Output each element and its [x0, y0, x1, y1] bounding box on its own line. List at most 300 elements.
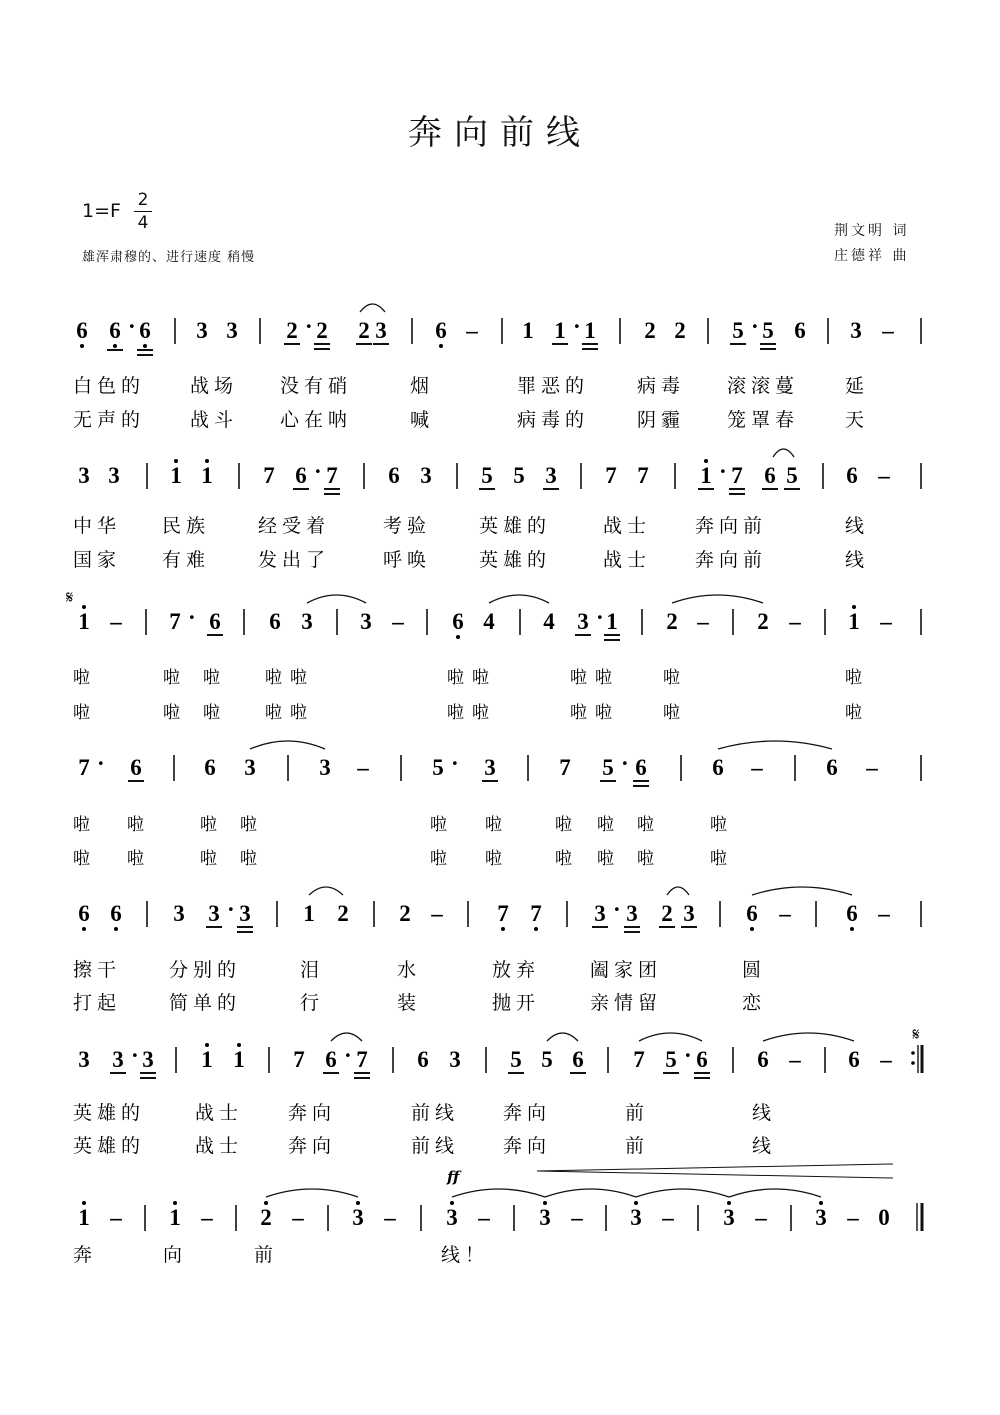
note: 3 — [108, 463, 120, 488]
note: 7 — [633, 1047, 645, 1072]
note: 5 — [510, 1047, 522, 1072]
lyric-verse2: 国家 — [73, 549, 122, 571]
note: 7 — [559, 755, 571, 780]
note: 6 — [325, 1047, 337, 1072]
lyric-verse1: 分别的 — [169, 959, 242, 981]
segno-sign: 𝄋 — [912, 1025, 920, 1045]
augmentation-dot: · — [97, 751, 105, 776]
lyric-verse2: 装 — [397, 992, 422, 1014]
lyric-verse1: 民族 — [162, 515, 211, 537]
slur — [773, 449, 794, 457]
dash: – — [201, 1205, 213, 1230]
lyric-verse1: 泪 — [300, 959, 325, 981]
slur — [360, 304, 385, 312]
dash: – — [866, 755, 878, 780]
dash: – — [878, 463, 890, 488]
lyric-verse1: 滚滚蔓 — [727, 375, 800, 397]
note: 6 — [572, 1047, 584, 1072]
dash: – — [878, 901, 890, 926]
lyric-verse1: 奔向前 — [695, 515, 768, 537]
lyric-verse2: 啦 — [73, 703, 98, 723]
note: 6 — [130, 755, 142, 780]
lyric-verse2: 啦 — [203, 703, 228, 723]
note: 3 — [577, 609, 589, 634]
note: 1 — [78, 609, 90, 634]
lyric-verse1: 啦 — [845, 668, 870, 688]
note: 6 — [110, 901, 122, 926]
note: 6 — [848, 1047, 860, 1072]
note: 3 — [683, 901, 695, 926]
lyric-verse2: 打起 — [73, 992, 122, 1014]
lyric-verse2: 发出了 — [258, 549, 331, 571]
lyric-verse2: 啦 — [200, 849, 225, 869]
note: 3 — [244, 755, 256, 780]
low-octave-dot — [750, 927, 754, 931]
note: 1 — [522, 318, 534, 343]
crescendo-line — [537, 1171, 893, 1178]
note: 6 — [757, 1047, 769, 1072]
note: 7 — [637, 463, 649, 488]
note: 6 — [139, 318, 151, 343]
note: 6 — [696, 1047, 708, 1072]
lyric-verse1: 战士 — [195, 1102, 244, 1124]
note: 5 — [513, 463, 525, 488]
note: 7 — [731, 463, 743, 488]
note: 3 — [196, 318, 208, 343]
high-octave-dot — [237, 1043, 241, 1047]
augmentation-dot: · — [613, 897, 621, 922]
note: 1 — [303, 901, 315, 926]
dash: – — [662, 1205, 674, 1230]
note: 6 — [746, 901, 758, 926]
note: 7 — [78, 755, 90, 780]
key-signature: 1=F — [82, 200, 121, 222]
lyric-verse2: 战士 — [603, 549, 652, 571]
note: 3 — [446, 1205, 458, 1230]
note: 3 — [850, 318, 862, 343]
note: 5 — [481, 463, 493, 488]
lyric-verse1: 啦 — [555, 815, 580, 835]
augmentation-dot: · — [621, 751, 629, 776]
note: 2 — [316, 318, 328, 343]
slur — [309, 887, 343, 895]
lyric-verse2: 英雄的 — [479, 549, 552, 571]
note: 0 — [878, 1205, 890, 1230]
lyric-verse2: 战士 — [195, 1135, 244, 1157]
lyric-verse1: 考验 — [383, 515, 432, 537]
lyric-final: 线！ — [441, 1244, 490, 1266]
fortissimo-mark: ff — [447, 1168, 460, 1186]
note: 7 — [605, 463, 617, 488]
note: 7 — [356, 1047, 368, 1072]
note: 4 — [543, 609, 555, 634]
dash: – — [571, 1205, 583, 1230]
note: 3 — [173, 901, 185, 926]
note: 3 — [239, 901, 251, 926]
note: 7 — [293, 1047, 305, 1072]
dash: – — [110, 1205, 122, 1230]
lyric-verse1: 啦 — [485, 815, 510, 835]
lyric-verse2: 线 — [845, 549, 870, 571]
slur — [667, 887, 689, 895]
note: 6 — [388, 463, 400, 488]
lyric-verse1: 病毒 — [637, 375, 686, 397]
lyric-verse1: 啦 — [127, 815, 152, 835]
lyric-final: 前 — [254, 1244, 279, 1266]
note: 6 — [435, 318, 447, 343]
lyric-verse1: 没有硝 — [280, 375, 353, 397]
note: 5 — [602, 755, 614, 780]
lyric-verse1: 战士 — [603, 515, 652, 537]
note: 6 — [295, 463, 307, 488]
note: 2 — [260, 1205, 272, 1230]
note: 3 — [539, 1205, 551, 1230]
composer-credit: 庄德祥 曲 — [834, 248, 910, 264]
dash: – — [357, 755, 369, 780]
lyric-verse2: 奔向 — [503, 1135, 552, 1157]
dash: – — [431, 901, 443, 926]
lyric-verse1: 延 — [845, 375, 870, 397]
slur — [489, 595, 549, 603]
note: 3 — [449, 1047, 461, 1072]
low-octave-dot — [80, 344, 84, 348]
note: 1 — [201, 1047, 213, 1072]
lyric-verse2: 有难 — [162, 549, 211, 571]
high-octave-dot — [543, 1201, 547, 1205]
augmentation-dot: · — [573, 314, 581, 339]
lyric-verse2: 行 — [300, 992, 325, 1014]
augmentation-dot: · — [684, 1043, 692, 1068]
lyric-verse1: 啦 — [597, 815, 622, 835]
note: 3 — [375, 318, 387, 343]
lyric-verse1: 啦 — [73, 815, 98, 835]
note: 6 — [764, 463, 776, 488]
lyric-verse1: 线 — [752, 1102, 777, 1124]
high-octave-dot — [174, 459, 178, 463]
lyric-verse1: 啦 — [430, 815, 455, 835]
lyric-verse2: 啦啦 — [265, 703, 315, 723]
note: 2 — [661, 901, 673, 926]
note: 3 — [78, 463, 90, 488]
lyric-verse2: 啦 — [597, 849, 622, 869]
note: 5 — [665, 1047, 677, 1072]
lyric-verse2: 奔向 — [288, 1135, 337, 1157]
segno-sign: 𝄋 — [66, 588, 74, 608]
low-octave-dot — [143, 344, 147, 348]
augmentation-dot: · — [451, 751, 459, 776]
note: 1 — [233, 1047, 245, 1072]
lyric-verse2: 啦 — [163, 703, 188, 723]
lyric-verse2: 啦 — [430, 849, 455, 869]
lyric-verse2: 啦 — [637, 849, 662, 869]
lyric-verse2: 奔向前 — [695, 549, 768, 571]
slur — [307, 595, 366, 603]
note: 3 — [723, 1205, 735, 1230]
lyricist-credit: 荆文明 词 — [834, 223, 910, 239]
note: 2 — [757, 609, 769, 634]
dash: – — [880, 1047, 892, 1072]
note: 6 — [846, 901, 858, 926]
note: 3 — [594, 901, 606, 926]
note: 1 — [584, 318, 596, 343]
high-octave-dot — [704, 459, 708, 463]
lyric-verse2: 恋 — [742, 992, 767, 1014]
lyric-verse1: 啦 — [200, 815, 225, 835]
lyric-verse2: 喊 — [410, 409, 435, 431]
lyric-verse2: 抛开 — [492, 992, 541, 1014]
note: 1 — [848, 609, 860, 634]
augmentation-dot: · — [596, 605, 604, 630]
note: 2 — [399, 901, 411, 926]
lyric-verse1: 奔向 — [503, 1102, 552, 1124]
note: 3 — [626, 901, 638, 926]
lyric-verse1: 前线 — [411, 1102, 460, 1124]
note: 6 — [269, 609, 281, 634]
low-octave-dot — [534, 927, 538, 931]
note: 3 — [630, 1205, 642, 1230]
dash: – — [789, 609, 801, 634]
note: 5 — [432, 755, 444, 780]
augmentation-dot: · — [128, 314, 136, 339]
note: 3 — [226, 318, 238, 343]
dash: – — [697, 609, 709, 634]
dash: – — [751, 755, 763, 780]
note: 6 — [826, 755, 838, 780]
note: 1 — [78, 1205, 90, 1230]
lyric-verse2: 笼罩春 — [727, 409, 800, 431]
lyric-final: 向 — [163, 1244, 188, 1266]
meter-top: 2 — [137, 190, 149, 210]
slur — [266, 1189, 358, 1197]
augmentation-dot: · — [344, 1043, 352, 1068]
lyric-verse2: 啦 — [845, 703, 870, 723]
high-octave-dot — [634, 1201, 638, 1205]
note: 1 — [554, 318, 566, 343]
note: 7 — [326, 463, 338, 488]
lyric-verse1: 烟 — [410, 375, 435, 397]
note: 6 — [712, 755, 724, 780]
high-octave-dot — [727, 1201, 731, 1205]
augmentation-dot: · — [305, 314, 313, 339]
lyric-verse2: 啦 — [485, 849, 510, 869]
lyric-verse1: 中华 — [73, 515, 122, 537]
note: 6 — [846, 463, 858, 488]
high-octave-dot — [82, 605, 86, 609]
note: 3 — [815, 1205, 827, 1230]
note: 2 — [286, 318, 298, 343]
lyric-verse2: 啦 — [663, 703, 688, 723]
note: 6 — [452, 609, 464, 634]
lyric-verse1: 经受着 — [258, 515, 331, 537]
lyric-verse2: 啦啦 — [447, 703, 497, 723]
note: 6 — [635, 755, 647, 780]
lyric-verse1: 战场 — [190, 375, 239, 397]
lyric-verse2: 啦 — [73, 849, 98, 869]
augmentation-dot: · — [188, 605, 196, 630]
note: 6 — [78, 901, 90, 926]
lyric-verse1: 圆 — [742, 959, 767, 981]
lyric-verse1: 啦啦 — [447, 668, 497, 688]
note: 6 — [204, 755, 216, 780]
note: 6 — [794, 318, 806, 343]
note: 5 — [786, 463, 798, 488]
lyric-verse2: 前线 — [411, 1135, 460, 1157]
dash: – — [755, 1205, 767, 1230]
high-octave-dot — [205, 1043, 209, 1047]
lyric-verse1: 啦 — [203, 668, 228, 688]
note: 5 — [762, 318, 774, 343]
dash: – — [847, 1205, 859, 1230]
slur — [547, 1033, 578, 1041]
lyric-verse2: 啦 — [710, 849, 735, 869]
note: 3 — [112, 1047, 124, 1072]
low-octave-dot — [82, 927, 86, 931]
note: 7 — [530, 901, 542, 926]
lyric-verse1: 擦干 — [73, 959, 122, 981]
note: 3 — [78, 1047, 90, 1072]
lyric-verse1: 奔向 — [288, 1102, 337, 1124]
note: 7 — [497, 901, 509, 926]
dash: – — [779, 901, 791, 926]
slur — [250, 741, 325, 749]
lyric-verse1: 啦啦 — [265, 668, 315, 688]
lyric-verse2: 啦啦 — [570, 703, 620, 723]
note: 7 — [263, 463, 275, 488]
note: 5 — [732, 318, 744, 343]
low-octave-dot — [501, 927, 505, 931]
slur — [729, 1189, 821, 1197]
note: 5 — [541, 1047, 553, 1072]
lyric-verse1: 啦 — [73, 668, 98, 688]
note: 6 — [109, 318, 121, 343]
note: 1 — [606, 609, 618, 634]
note: 3 — [545, 463, 557, 488]
lyric-verse1: 阖家团 — [590, 959, 663, 981]
note: 3 — [142, 1047, 154, 1072]
high-octave-dot — [173, 1201, 177, 1205]
note: 6 — [417, 1047, 429, 1072]
lyric-verse1: 啦 — [710, 815, 735, 835]
low-octave-dot — [456, 635, 460, 639]
dash: – — [110, 609, 122, 634]
lyric-verse2: 线 — [752, 1135, 777, 1157]
note: 1 — [700, 463, 712, 488]
lyric-verse1: 前 — [625, 1102, 650, 1124]
lyric-verse1: 罪恶的 — [517, 375, 590, 397]
slur — [545, 1189, 636, 1197]
note: 6 — [209, 609, 221, 634]
note: 3 — [208, 901, 220, 926]
lyric-verse2: 啦 — [555, 849, 580, 869]
lyric-verse2: 啦 — [240, 849, 265, 869]
dash: – — [880, 609, 892, 634]
note: 2 — [337, 901, 349, 926]
lyric-verse2: 简单的 — [169, 992, 242, 1014]
high-octave-dot — [450, 1201, 454, 1205]
high-octave-dot — [852, 605, 856, 609]
augmentation-dot: · — [227, 897, 235, 922]
augmentation-dot: · — [751, 314, 759, 339]
lyric-verse1: 英雄的 — [479, 515, 552, 537]
dash: – — [292, 1205, 304, 1230]
high-octave-dot — [819, 1201, 823, 1205]
high-octave-dot — [264, 1201, 268, 1205]
meter-bottom: 4 — [137, 213, 149, 233]
note: 3 — [301, 609, 313, 634]
lyric-verse2: 啦 — [127, 849, 152, 869]
lyric-verse1: 英雄的 — [73, 1102, 146, 1124]
lyric-verse2: 英雄的 — [73, 1135, 146, 1157]
dash: – — [478, 1205, 490, 1230]
lyric-final: 奔 — [73, 1244, 98, 1266]
lyric-verse1: 放弃 — [492, 959, 541, 981]
note: 3 — [360, 609, 372, 634]
slur — [639, 1033, 702, 1041]
note: 3 — [319, 755, 331, 780]
slur — [752, 887, 852, 895]
note: 3 — [484, 755, 496, 780]
song-title: 奔向前线 — [408, 113, 592, 153]
high-octave-dot — [205, 459, 209, 463]
slur — [452, 1189, 545, 1197]
lyric-verse1: 啦 — [240, 815, 265, 835]
lyric-verse2: 病毒的 — [517, 409, 590, 431]
note: 1 — [170, 463, 182, 488]
lyric-verse1: 水 — [397, 959, 422, 981]
note: 3 — [420, 463, 432, 488]
augmentation-dot: · — [314, 459, 322, 484]
low-octave-dot — [850, 927, 854, 931]
repeat-dot — [911, 1061, 915, 1065]
lyric-verse2: 心在呐 — [280, 409, 353, 431]
dash: – — [466, 318, 478, 343]
note: 6 — [76, 318, 88, 343]
high-octave-dot — [82, 1201, 86, 1205]
lyric-verse2: 阴霾 — [637, 409, 686, 431]
lyric-verse2: 无声的 — [73, 409, 146, 431]
lyric-verse2: 前 — [625, 1135, 650, 1157]
low-octave-dot — [113, 344, 117, 348]
note: 4 — [483, 609, 495, 634]
augmentation-dot: · — [131, 1043, 139, 1068]
lyric-verse1: 啦 — [663, 668, 688, 688]
augmentation-dot: · — [719, 459, 727, 484]
slur — [636, 1189, 729, 1197]
note: 2 — [358, 318, 370, 343]
lyric-verse1: 啦 — [163, 668, 188, 688]
note: 2 — [666, 609, 678, 634]
tempo-marking: 雄浑肃穆的、进行速度 稍慢 — [82, 250, 256, 265]
note: 1 — [169, 1205, 181, 1230]
low-octave-dot — [114, 927, 118, 931]
dash: – — [384, 1205, 396, 1230]
note: 2 — [644, 318, 656, 343]
note: 2 — [674, 318, 686, 343]
high-octave-dot — [356, 1201, 360, 1205]
lyric-verse2: 天 — [845, 409, 870, 431]
slur — [672, 595, 763, 603]
note: 3 — [352, 1205, 364, 1230]
slur — [331, 1033, 362, 1041]
dash: – — [392, 609, 404, 634]
crescendo-line — [537, 1164, 893, 1171]
note: 1 — [201, 463, 213, 488]
lyric-verse1: 白色的 — [73, 375, 146, 397]
repeat-dot — [911, 1051, 915, 1055]
lyric-verse1: 啦 — [637, 815, 662, 835]
note: 7 — [169, 609, 181, 634]
low-octave-dot — [439, 344, 443, 348]
